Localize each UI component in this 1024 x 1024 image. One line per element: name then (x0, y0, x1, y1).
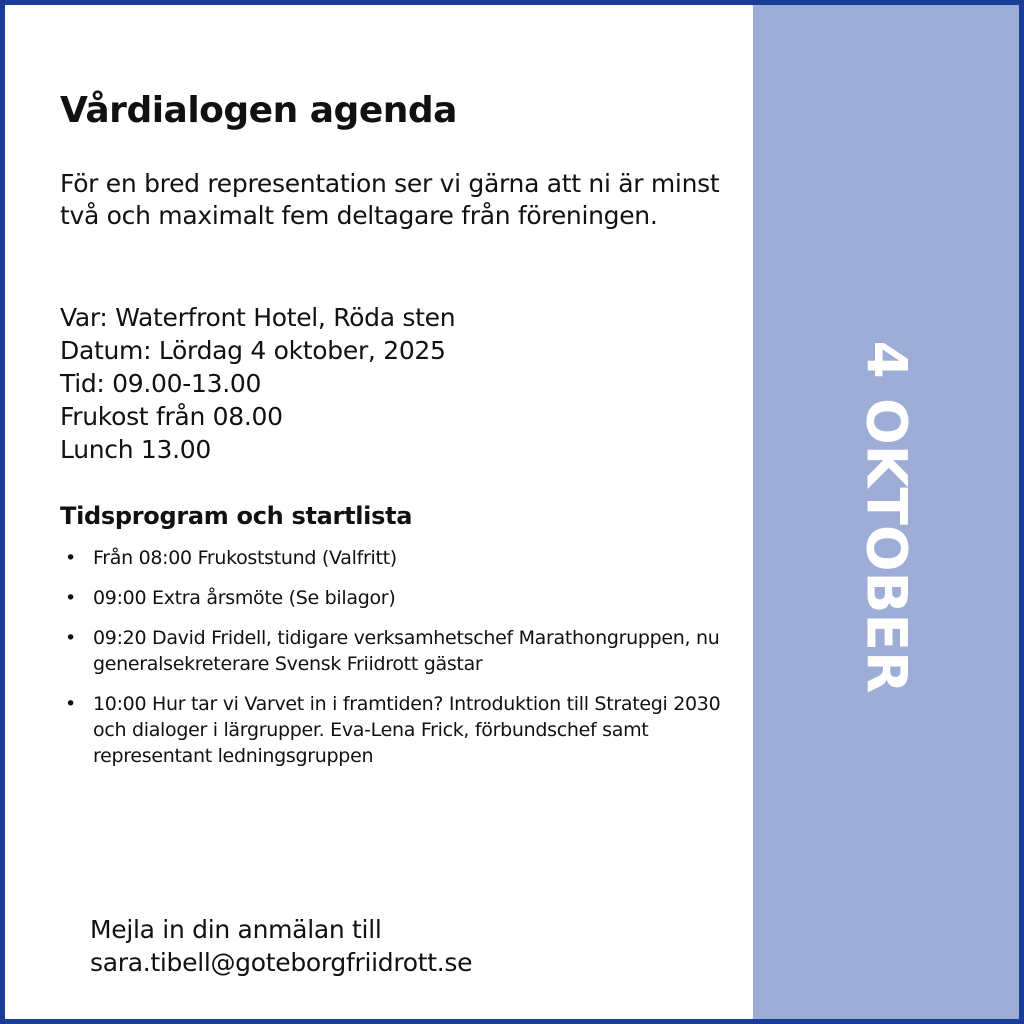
schedule-item (65, 545, 730, 571)
schedule-item (65, 691, 730, 769)
bullet-icon: • (65, 693, 76, 715)
page-title: Vårdialogen agenda (60, 90, 457, 131)
sidebar-date-label: 4 OKTOBER (854, 340, 919, 694)
event-details (60, 301, 720, 466)
schedule-item-text: Från 08:00 Frukoststund (Valfritt) (93, 547, 397, 569)
schedule-item (65, 585, 730, 611)
detail-lunch: Lunch 13.00 (60, 435, 211, 464)
bullet-icon: • (65, 587, 76, 609)
detail-breakfast: Frukost från 08.00 (60, 402, 283, 431)
signup-text: Mejla in din anmälan till (90, 915, 382, 944)
schedule-heading: Tidsprogram och startlista (60, 502, 413, 530)
detail-time: Tid: 09.00-13.00 (60, 369, 262, 398)
bullet-icon: • (65, 547, 76, 569)
schedule-item-text: 09:00 Extra årsmöte (Se bilagor) (93, 587, 396, 609)
signup-email: sara.tibell@goteborgfriidrott.se (90, 948, 473, 977)
intro-text: För en bred representation ser vi gärna att ni är minst två och maximalt fem deltagare från föreningen. (60, 169, 720, 230)
signup-block (90, 913, 730, 979)
date-sidebar (753, 5, 1019, 1019)
bullet-icon: • (65, 627, 76, 649)
detail-date: Datum: Lördag 4 oktober, 2025 (60, 336, 446, 365)
content-panel (5, 5, 755, 1019)
schedule-item-text: 10:00 Hur tar vi Varvet in i framtiden? Introduktion till Strategi 2030 och dialoger i lärgrupper. Eva-Lena Frick, förbundschef samt representant ledningsgruppen (93, 693, 721, 767)
schedule-item-text: 09:20 David Fridell, tidigare verksamhetschef Marathongruppen, nu generalsekreterare Svensk Friidrott gästar (93, 627, 720, 675)
schedule-list (65, 545, 730, 783)
detail-location: Var: Waterfront Hotel, Röda sten (60, 303, 456, 332)
schedule-item (65, 625, 730, 677)
